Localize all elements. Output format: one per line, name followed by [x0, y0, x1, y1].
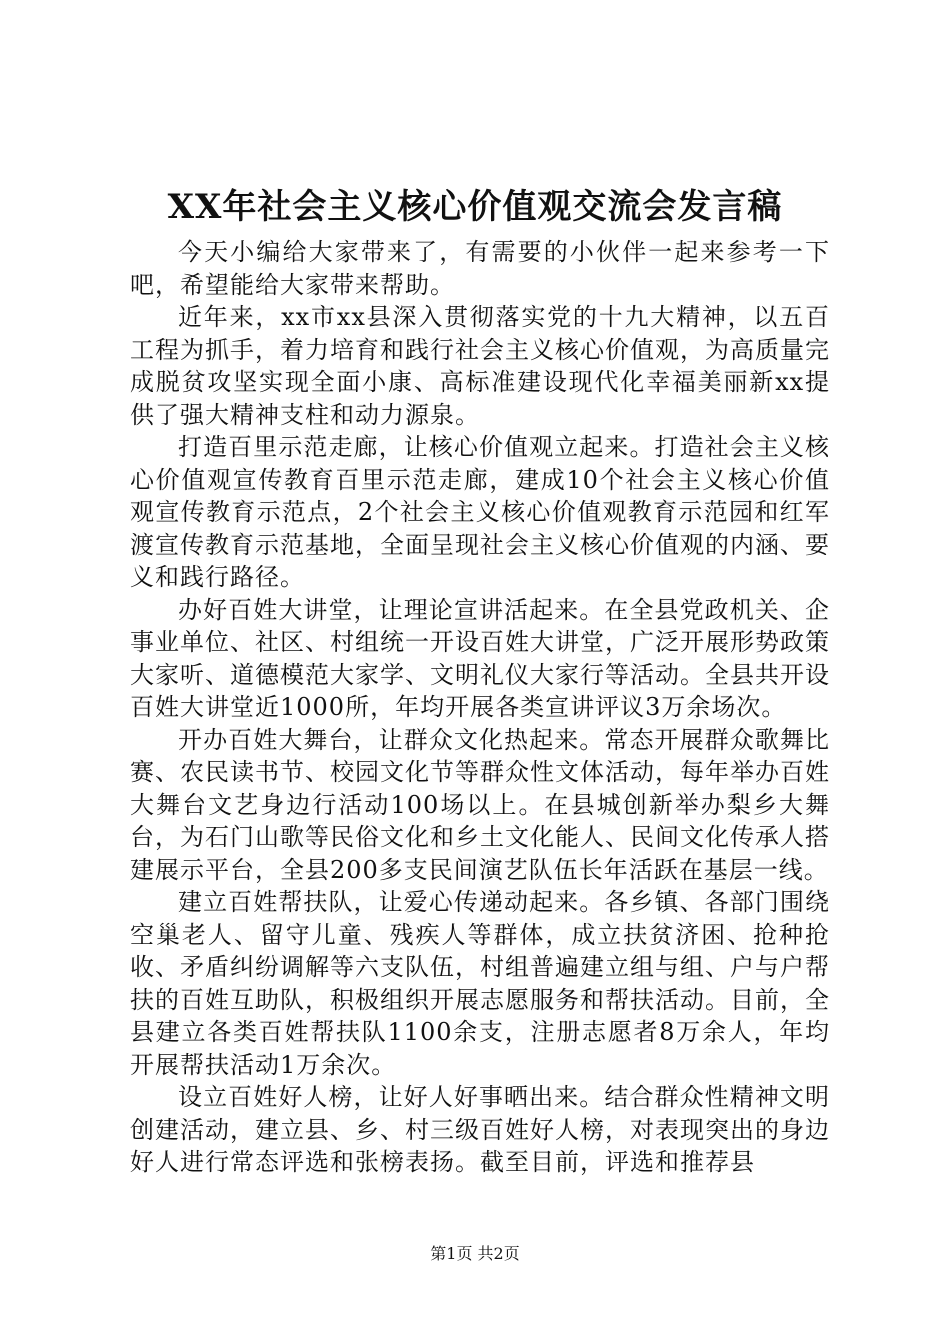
page-number-footer: 第1页 共2页 — [430, 1244, 520, 1263]
paragraph-help-team: 建立百姓帮扶队，让爱心传递动起来。各乡镇、各部门围绕空巢老人、留守儿童、残疾人等群体，成立扶贫济困、抢种抢收、矛盾纠纷调解等六支队伍，村组普遍建立组与组、户与户帮扶的百姓互助队，积极组织开展志愿服务和帮扶活动。目前，全县建立各类百姓帮扶队1100余支，注册志愿者8万余人，年均开展帮扶活动1万余次。 — [130, 888, 830, 1079]
document-title: XX年社会主义核心价值观交流会发言稿 — [167, 187, 783, 227]
paragraph-good-people-list: 设立百姓好人榜，让好人好事晒出来。结合群众性精神文明创建活动，建立县、乡、村三级百姓好人榜，对表现突出的身边好人进行常态评选和张榜表扬。截至目前，评选和推荐县 — [130, 1083, 830, 1176]
paragraph-demonstration-corridor: 打造百里示范走廊，让核心价值观立起来。打造社会主义核心价值观宣传教育百里示范走廊，建成10个社会主义核心价值观宣传教育示范点，2个社会主义核心价值观教育示范园和红军渡宣传教育示范基地，全面呈现社会主义核心价值观的内涵、要义和践行路径。 — [130, 433, 830, 591]
paragraph-stage: 开办百姓大舞台，让群众文化热起来。常态开展群众歌舞比赛、农民读书节、校园文化节等群众性文体活动，每年举办百姓大舞台文艺身边行活动100场以上。在县城创新举办梨乡大舞台，为石门山歌等民俗文化和乡土文化能人、民间文化传承人搭建展示平台，全县200多支民间演艺队伍长年活跃在基层一线。 — [130, 725, 830, 884]
paragraph-overview: 近年来，xx市xx县深入贯彻落实党的十九大精神，以五百工程为抓手，着力培育和践行社会主义核心价值观，为高质量完成脱贫攻坚实现全面小康、高标准建设现代化幸福美丽新xx提供了强大精神支柱和动力源泉。 — [130, 303, 830, 429]
paragraph-lecture-hall: 办好百姓大讲堂，让理论宣讲活起来。在全县党政机关、企事业单位、社区、村组统一开设百姓大讲堂，广泛开展形势政策大家听、道德模范大家学、文明礼仪大家行等活动。全县共开设百姓大讲堂近1000所，年均开展各类宣讲评议3万余场次。 — [130, 595, 830, 721]
paragraph-intro: 今天小编给大家带来了，有需要的小伙伴一起来参考一下吧，希望能给大家带来帮助。 — [130, 238, 830, 299]
document-body — [130, 236, 830, 1179]
